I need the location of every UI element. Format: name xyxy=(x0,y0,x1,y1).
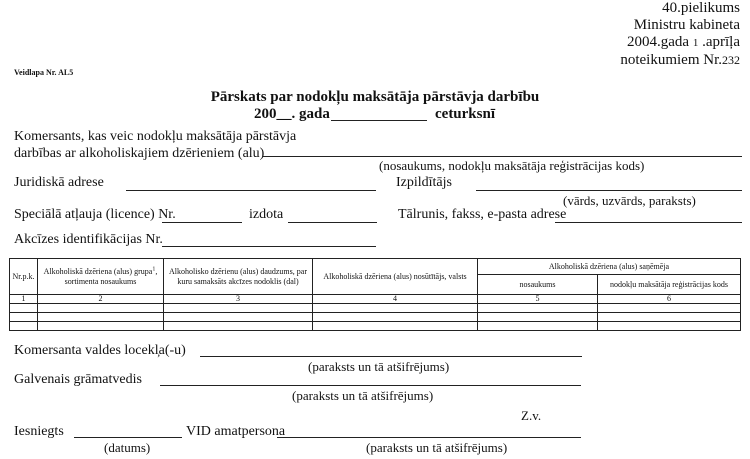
col-receiver-name-index: 5 xyxy=(478,295,598,304)
merchant-hint: (nosaukums, nodokļu maksātāja reģistrācijas kods) xyxy=(379,158,645,173)
col-quantity-header: Alkoholisko dzērienu (alus) daudzums, par kuru samaksāts akcīzes nodoklis (dal) xyxy=(164,259,313,295)
merchant-label xyxy=(14,128,296,162)
submitted-date-field[interactable] xyxy=(74,437,182,438)
col-receiver-header: Alkoholiskā dzēriena (alus) saņēmēja xyxy=(478,259,741,275)
vid-official-hint: (paraksts un tā atšifrējums) xyxy=(366,440,508,455)
col-group-footnote: 1 xyxy=(152,266,156,273)
annex-date xyxy=(620,34,740,52)
col-group-text-end: , sortimenta nosaukums xyxy=(64,267,158,286)
col-group-header xyxy=(38,259,164,295)
issued-label: izdota xyxy=(249,207,284,222)
table-number-row xyxy=(10,295,741,304)
licence-label: Speciālā atļauja (licence) Nr. xyxy=(14,207,176,222)
table-row[interactable] xyxy=(10,304,741,313)
executor-hint: (vārds, uzvārds, paraksts) xyxy=(563,193,696,208)
table-row[interactable] xyxy=(10,322,741,331)
col-sender-index: 4 xyxy=(313,295,478,304)
merchant-label-line2: darbības ar alkoholiskajiem dzērieniem (alu) xyxy=(14,146,265,161)
merchant-field[interactable] xyxy=(262,156,742,157)
col-number-index: 1 xyxy=(10,295,38,304)
phone-field[interactable] xyxy=(555,222,742,223)
vid-official-label: VID amatpersona xyxy=(186,424,286,439)
phone-label: Tālrunis, fakss, e-pasta adrese xyxy=(398,207,567,222)
annex-regulation-number: 232 xyxy=(722,53,740,67)
annex-date-year: 2004.gada xyxy=(627,34,690,50)
form-code: Veidlapa Nr. AL5 xyxy=(14,68,74,77)
annex-date-day: 1 xyxy=(692,37,699,49)
annex-regulation-label: noteikumiem Nr. xyxy=(620,52,722,68)
col-quantity-index: 3 xyxy=(164,295,313,304)
board-member-label: Komersanta valdes locekl̦a(-u) xyxy=(14,343,186,358)
annex-date-month: .aprīļa xyxy=(702,34,740,50)
annex-number: 40.pielikums xyxy=(662,0,740,16)
col-receiver-name-header: nosaukums xyxy=(478,275,598,295)
annex-regulation xyxy=(620,52,740,69)
executor-field[interactable] xyxy=(476,190,742,191)
report-period xyxy=(254,106,330,123)
board-member-signature-field[interactable] xyxy=(200,356,582,357)
quarter-field[interactable] xyxy=(331,120,427,121)
executor-label: Izpildītājs xyxy=(396,175,452,190)
excise-id-field[interactable] xyxy=(162,246,376,247)
accountant-label: Galvenais grāmatvedis xyxy=(14,372,142,387)
date-hint: (datums) xyxy=(104,440,151,455)
col-group-text: Alkoholiskā dzēriena (alus) grupa xyxy=(43,267,153,277)
col-receiver-code-header: nodokļu maksātāja reģistrācijas kods xyxy=(598,275,741,295)
col-group-index: 2 xyxy=(38,295,164,304)
stamp-label: Z.v. xyxy=(521,408,542,423)
merchant-label-line1: Komersants, kas veic nodokļu maksātāja pārstāvja xyxy=(14,129,297,144)
report-table xyxy=(9,258,741,331)
report-year: 200__. gada xyxy=(254,106,330,122)
legal-address-label: Juridiskā adrese xyxy=(14,175,104,190)
submitted-label: Iesniegts xyxy=(14,424,64,439)
annex-cabinet: Ministru kabineta xyxy=(633,17,740,33)
legal-address-field[interactable] xyxy=(126,190,376,191)
page-title: Pārskats par nodokļu maksātāja pārstāvja darbību xyxy=(210,89,540,105)
accountant-hint: (paraksts un tā atšifrējums) xyxy=(292,388,434,403)
annex-reference xyxy=(620,0,740,69)
vid-official-signature-field[interactable] xyxy=(277,437,581,438)
col-number-header: Nr.p.k. xyxy=(10,259,38,295)
table-row[interactable] xyxy=(10,313,741,322)
accountant-signature-field[interactable] xyxy=(160,385,581,386)
licence-field[interactable] xyxy=(162,222,242,223)
board-member-hint: (paraksts un tā atšifrējums) xyxy=(308,359,450,374)
report-quarter-label: ceturksnī xyxy=(435,106,495,122)
col-receiver-code-index: 6 xyxy=(598,295,741,304)
col-sender-header: Alkoholiskā dzēriena (alus) nosūtītājs, valsts xyxy=(313,259,478,295)
table-header-row xyxy=(10,259,741,275)
issued-field[interactable] xyxy=(288,222,377,223)
excise-id-label: Akcīzes identifikācijas Nr. xyxy=(14,232,163,247)
